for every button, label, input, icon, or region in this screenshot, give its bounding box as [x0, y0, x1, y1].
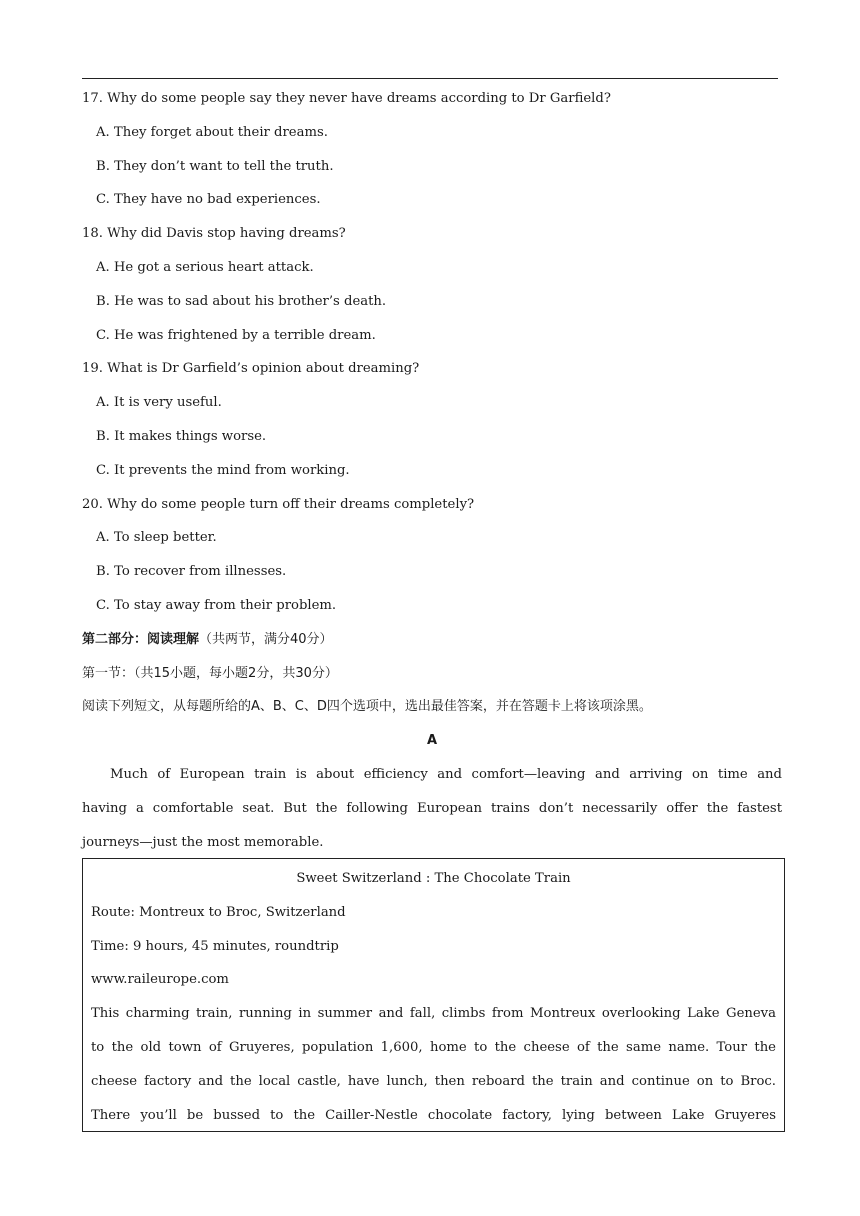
question-18-option-c: C. He was frightened by a terrible dream.: [96, 327, 376, 343]
document-page: [82, 82, 782, 859]
question-19-option-c: C. It prevents the mind from working.: [96, 462, 350, 478]
question-18-option-a: A. He got a serious heart attack.: [96, 259, 314, 275]
question-19-option-b: B. It makes things worse.: [96, 428, 267, 444]
passage-intro-line: Much of European train is about efficiency and comfort—leaving and arriving on time and: [110, 766, 782, 782]
question-18-option-b: B. He was to sad about his brother’s death.: [96, 293, 387, 309]
box-title: Sweet Switzerland : The Chocolate Train: [296, 871, 571, 886]
header-rule: [82, 78, 778, 79]
passage-intro-line: having a comfortable seat. But the following European trains don’t necessarily offer the fastest: [82, 800, 782, 816]
question-17-option-a: A. They forget about their dreams.: [96, 124, 328, 140]
box-website: www.raileurope.com: [91, 972, 229, 988]
question-20-option-b: B. To recover from illnesses.: [96, 564, 287, 580]
part-two-heading-bold: 第二部分：阅读理解: [82, 631, 200, 647]
question-20-option-c: C. To stay away from their problem.: [96, 597, 337, 613]
box-body-line: cheese factory and the local castle, have lunch, then reboard the train and continue on to Broc.: [91, 1073, 776, 1089]
part-two-heading-rest: （共两节，满分40分）: [199, 631, 333, 647]
part-two-heading: [82, 623, 782, 657]
box-body-line: There you’ll be bussed to the Cailler-Nestle chocolate factory, lying between Lake Gruyeres: [91, 1107, 776, 1123]
passage-label: A: [426, 733, 438, 749]
box-body-line: This charming train, running in summer and fall, climbs from Montreux overlooking Lake Geneva: [91, 1006, 776, 1022]
question-17-option-b: B. They don’t want to tell the truth.: [96, 158, 334, 174]
question-19-option-a: A. It is very useful.: [96, 395, 222, 411]
passage-intro-line: journeys—just the most memorable.: [82, 834, 324, 850]
train-info-box: [82, 858, 785, 1132]
reading-instruction: 阅读下列短文，从每题所给的A、B、C、D四个选项中，选出最佳答案，并在答题卡上将该项涂黑。: [82, 699, 652, 715]
question-18-stem: 18. Why did Davis stop having dreams?: [82, 226, 346, 242]
question-20-option-a: A. To sleep better.: [96, 530, 217, 546]
section-one-heading: 第一节：（共15小题，每小题2分，共30分）: [82, 665, 338, 681]
box-route: Route: Montreux to Broc, Switzerland: [91, 904, 346, 920]
question-17-stem: 17. Why do some people say they never have dreams according to Dr Garfield?: [82, 91, 611, 106]
question-19-stem: 19. What is Dr Garfield’s opinion about dreaming?: [82, 361, 420, 377]
question-20-stem: 20. Why do some people turn off their dreams completely?: [82, 496, 475, 512]
box-time: Time: 9 hours, 45 minutes, roundtrip: [91, 938, 339, 954]
passage-intro: [82, 758, 782, 859]
question-17-option-c: C. They have no bad experiences.: [96, 192, 321, 208]
box-body-line: to the old town of Gruyeres, population 1,600, home to the cheese of the same name. Tour the: [91, 1039, 776, 1055]
